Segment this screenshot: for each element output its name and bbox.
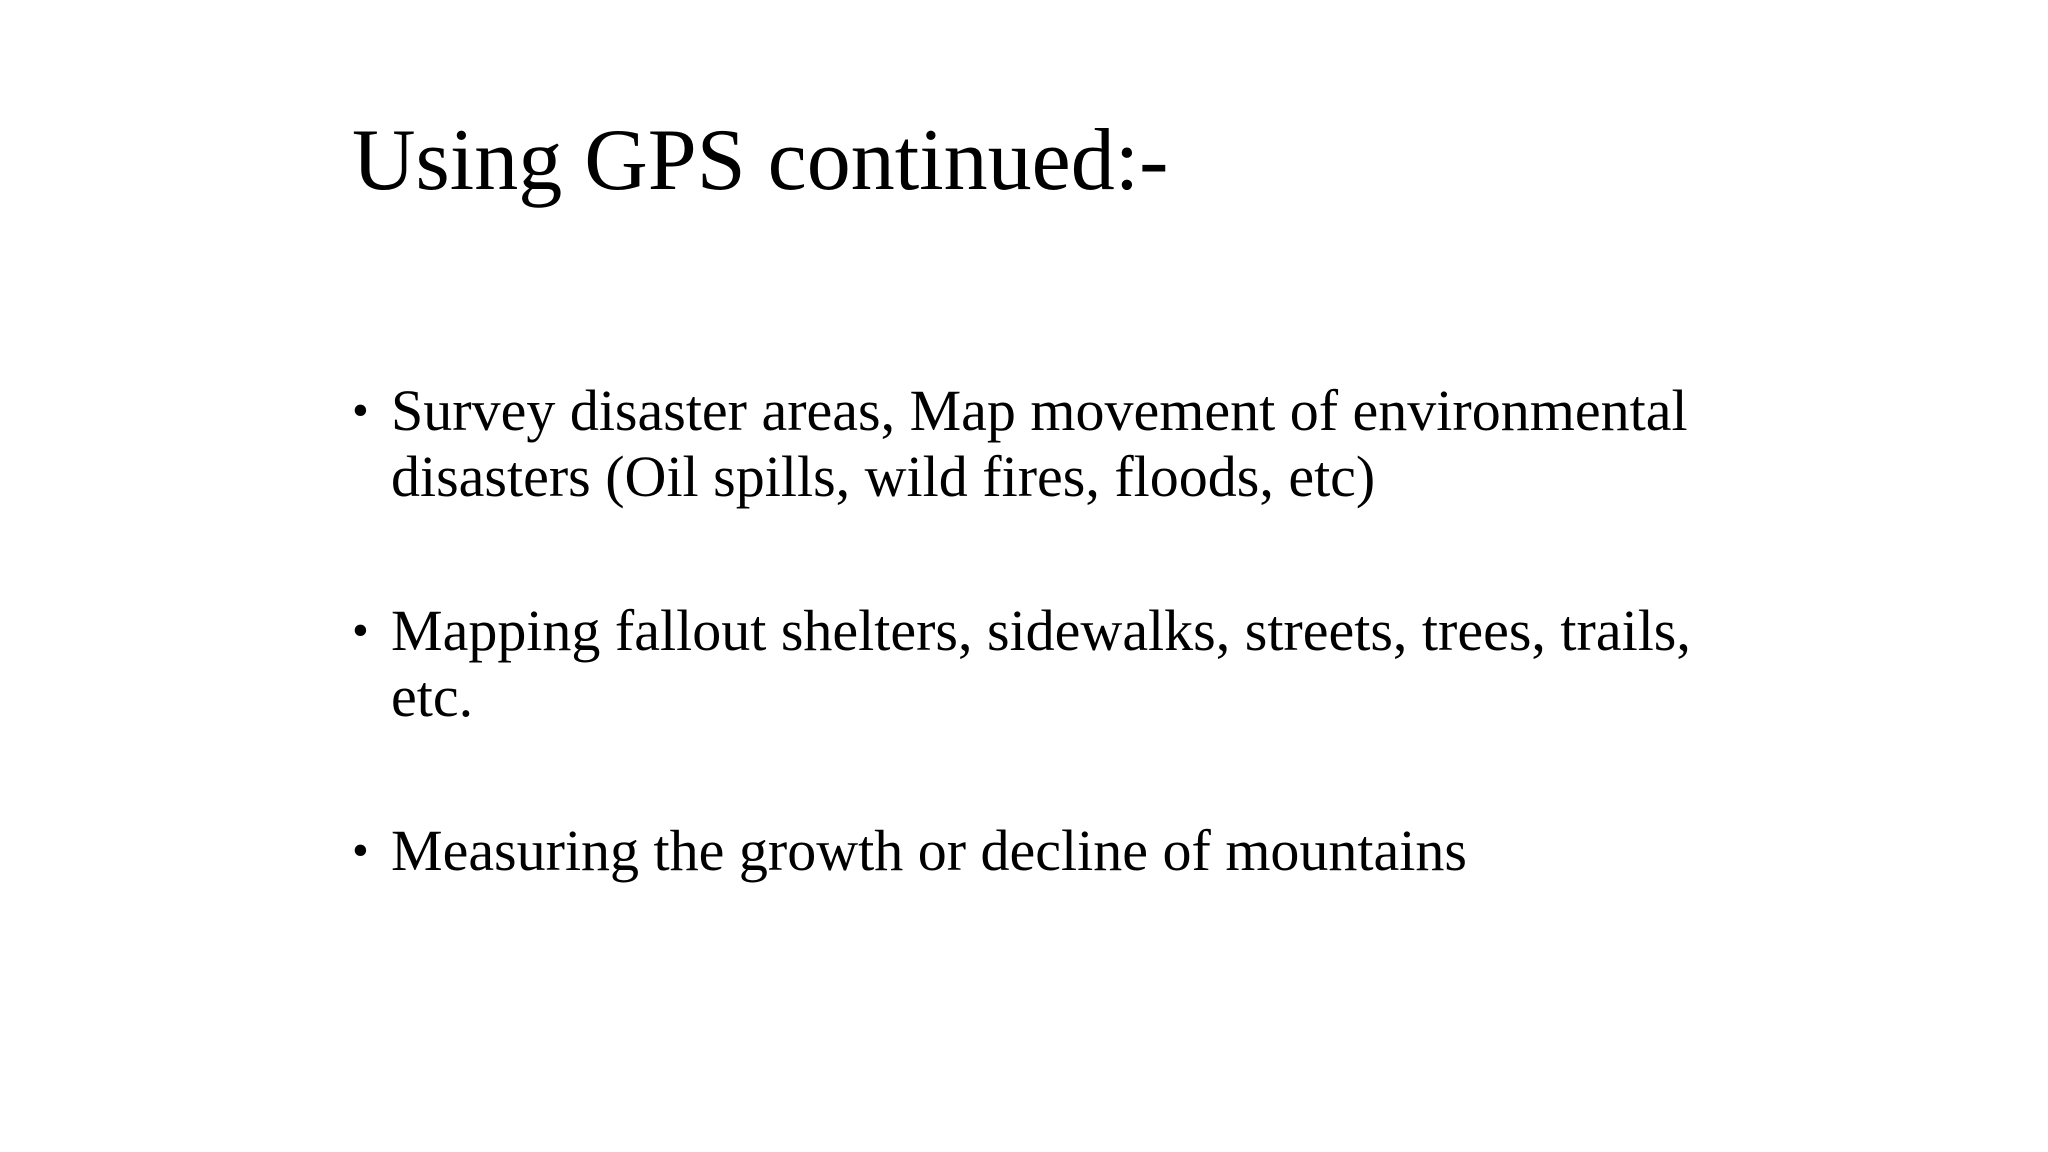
bullet-item <box>352 598 1732 730</box>
bullet-dot-icon: • <box>352 384 369 437</box>
bullet-item <box>352 818 1732 884</box>
slide-title: Using GPS continued:- <box>352 112 1169 209</box>
bullet-list <box>352 378 1732 884</box>
bullet-dot-icon: • <box>352 604 369 657</box>
bullet-dot-icon: • <box>352 824 369 877</box>
bullet-text: Mapping fallout shelters, sidewalks, streets, trees, trails, etc. <box>391 598 1691 729</box>
bullet-text: Survey disaster areas, Map movement of environmental disasters (Oil spills, wild fires, floods, etc) <box>391 378 1688 509</box>
bullet-item <box>352 378 1732 510</box>
bullet-text: Measuring the growth or decline of mountains <box>391 818 1467 883</box>
